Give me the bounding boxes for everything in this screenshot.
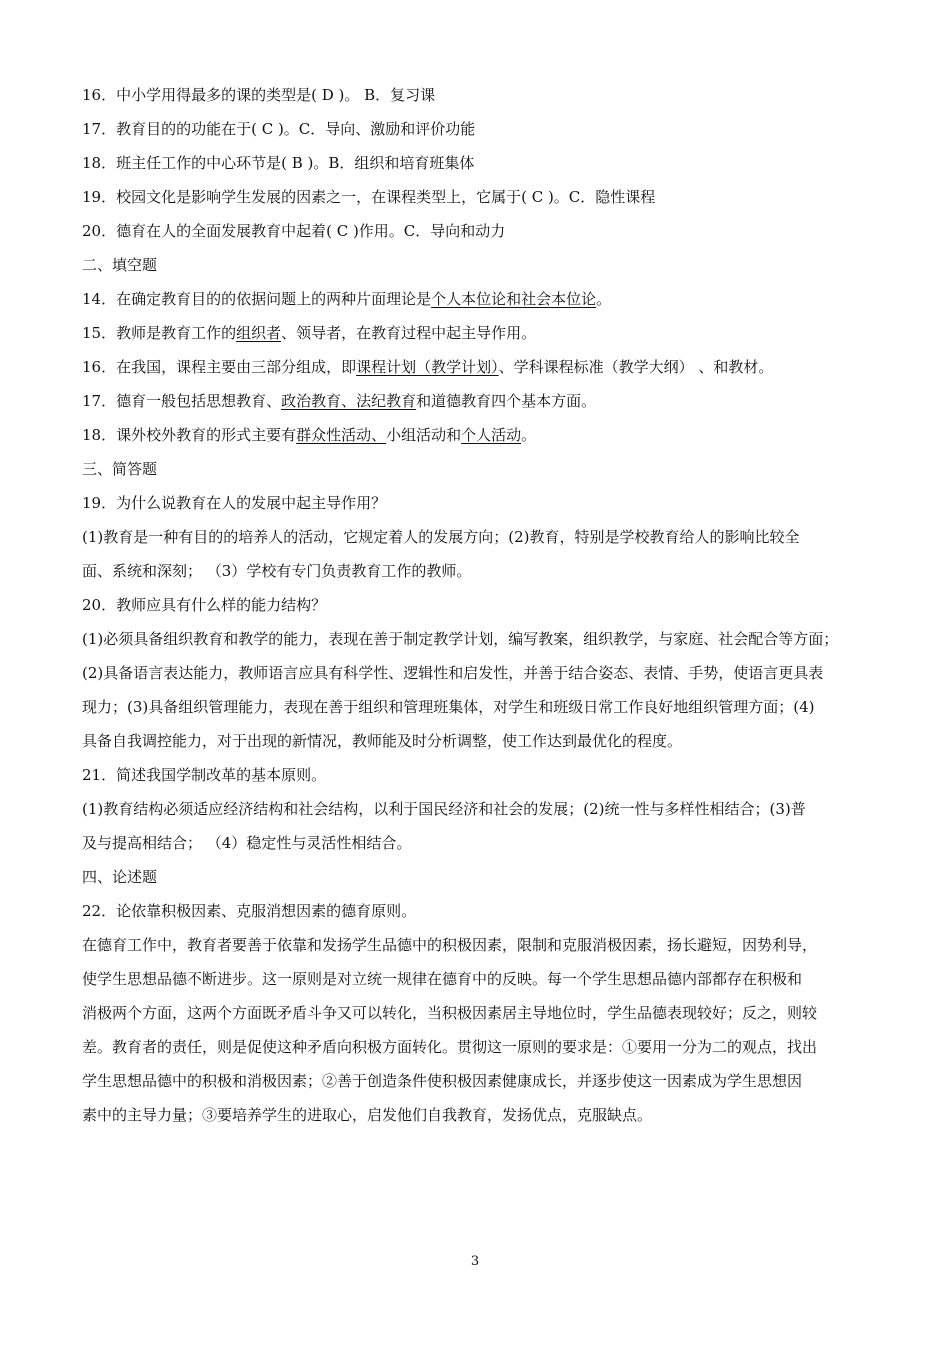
answer-paragraph <box>82 520 892 588</box>
fill-answer: 课程计划（教学计划） <box>356 358 499 376</box>
answer-line: (1)教育是一种有目的的培养人的活动，它规定着人的发展方向；(2)教育，特别是学校教育给人的影响比较全 <box>82 528 800 546</box>
question-title: 20．教师应具有什么样的能力结构？ <box>82 596 327 614</box>
document-page <box>82 78 892 1132</box>
choice-item: 16．中小学用得最多的课的类型是( D )。 B．复习课 <box>82 86 436 104</box>
fill-answer: 个人活动 <box>461 426 522 444</box>
choice-item: 20．德育在人的全面发展教育中起着( C )作用。C．导向和动力 <box>82 222 506 240</box>
fill-text: 15．教师是教育工作的 <box>82 324 237 342</box>
fill-item-16 <box>82 350 892 384</box>
fill-text: 。 <box>596 290 612 308</box>
fill-item-15 <box>82 316 892 350</box>
choice-item: 18．班主任工作的中心环节是( B )。B．组织和培育班集体 <box>82 154 475 172</box>
answer-line: 差。教育者的责任，则是促使这种矛盾向积极方面转化。贯彻这一原则的要求是：①要用一分为二的观点，找出 <box>82 1038 818 1056</box>
question-title: 21．简述我国学制改革的基本原则。 <box>82 766 327 784</box>
fill-text: 16．在我国，课程主要由三部分组成，即 <box>82 358 357 376</box>
page-number: 3 <box>470 1254 480 1269</box>
question-title: 22．论依靠积极因素、克服消想因素的德育原则。 <box>82 902 417 920</box>
question-title: 19．为什么说教育在人的发展中起主导作用？ <box>82 494 387 512</box>
answer-line: 面、系统和深刻； （3）学校有专门负责教育工作的教师。 <box>82 562 472 580</box>
answer-line: 具备自我调控能力，对于出现的新情况，教师能及时分析调整，使工作达到最优化的程度。 <box>82 732 683 750</box>
answer-paragraph <box>82 792 892 860</box>
answer-line: 学生思想品德中的积极和消极因素；②善于创造条件使积极因素健康成长，并逐步使这一因素成为学生思想因 <box>82 1072 803 1090</box>
answer-line: (2)具备语言表达能力，教师语言应具有科学性、逻辑性和启发性，并善于结合姿态、表情、手势，使语言更具表 <box>82 664 824 682</box>
answer-line: 使学生思想品德不断进步。这一原则是对立统一规律在德育中的反映。每一个学生思想品德内部都存在积极和 <box>82 970 803 988</box>
fill-text: 小组活动和 <box>386 426 462 444</box>
answer-line: 消极两个方面，这两个方面既矛盾斗争又可以转化，当积极因素居主导地位时，学生品德表现较好；反之，则较 <box>82 1004 818 1022</box>
fill-item-17 <box>82 384 892 418</box>
fill-item-18 <box>82 418 892 452</box>
fill-answer: 群众性活动、 <box>296 426 387 444</box>
choice-item: 17．教育目的的功能在于( C )。C．导向、激励和评价功能 <box>82 120 476 138</box>
fill-text: 14．在确定教育目的的依据问题上的两种片面理论是 <box>82 290 432 308</box>
answer-line: (1)必须具备组织教育和教学的能力，表现在善于制定教学计划，编写教案，组织教学，与家庭、社会配合等方面； <box>82 630 839 648</box>
section-heading: 三、简答题 <box>82 460 158 478</box>
fill-text: 。 <box>521 426 537 444</box>
fill-item-14 <box>82 282 892 316</box>
answer-line: 在德育工作中，教育者要善于依靠和发扬学生品德中的积极因素，限制和克服消极因素，扬长避短，因势利导， <box>82 936 818 954</box>
choice-item: 19．校园文化是影响学生发展的因素之一，在课程类型上，它属于( C )。C．隐性课程 <box>82 188 656 206</box>
fill-answer: 组织者 <box>236 324 282 342</box>
fill-text: 、领导者，在教育过程中起主导作用。 <box>281 324 537 342</box>
fill-text: 17．德育一般包括思想教育、 <box>82 392 282 410</box>
fill-text: 和道德教育四个基本方面。 <box>416 392 597 410</box>
answer-line: (1)教育结构必须适应经济结构和社会结构，以利于国民经济和社会的发展；(2)统一性与多样性相结合；(3)普 <box>82 800 806 818</box>
fill-answer: 个人本位论和社会本位论 <box>431 290 597 308</box>
answer-line: 及与提高相结合； （4）稳定性与灵活性相结合。 <box>82 834 412 852</box>
fill-answer: 政治教育、法纪教育 <box>281 392 417 410</box>
fill-text: 18．课外校外教育的形式主要有 <box>82 426 297 444</box>
answer-paragraph <box>82 622 892 758</box>
answer-line: 现力；(3)具备组织管理能力，表现在善于组织和管理班集体，对学生和班级日常工作良好地组织管理方面；(4) <box>82 698 815 716</box>
fill-text: 、学科课程标准（教学大纲） 、和教材。 <box>498 358 774 376</box>
section-heading: 二、填空题 <box>82 256 158 274</box>
answer-paragraph <box>82 928 892 1132</box>
section-heading: 四、论述题 <box>82 868 158 886</box>
answer-line: 素中的主导力量；③要培养学生的进取心，启发他们自我教育，发扬优点，克服缺点。 <box>82 1106 653 1124</box>
